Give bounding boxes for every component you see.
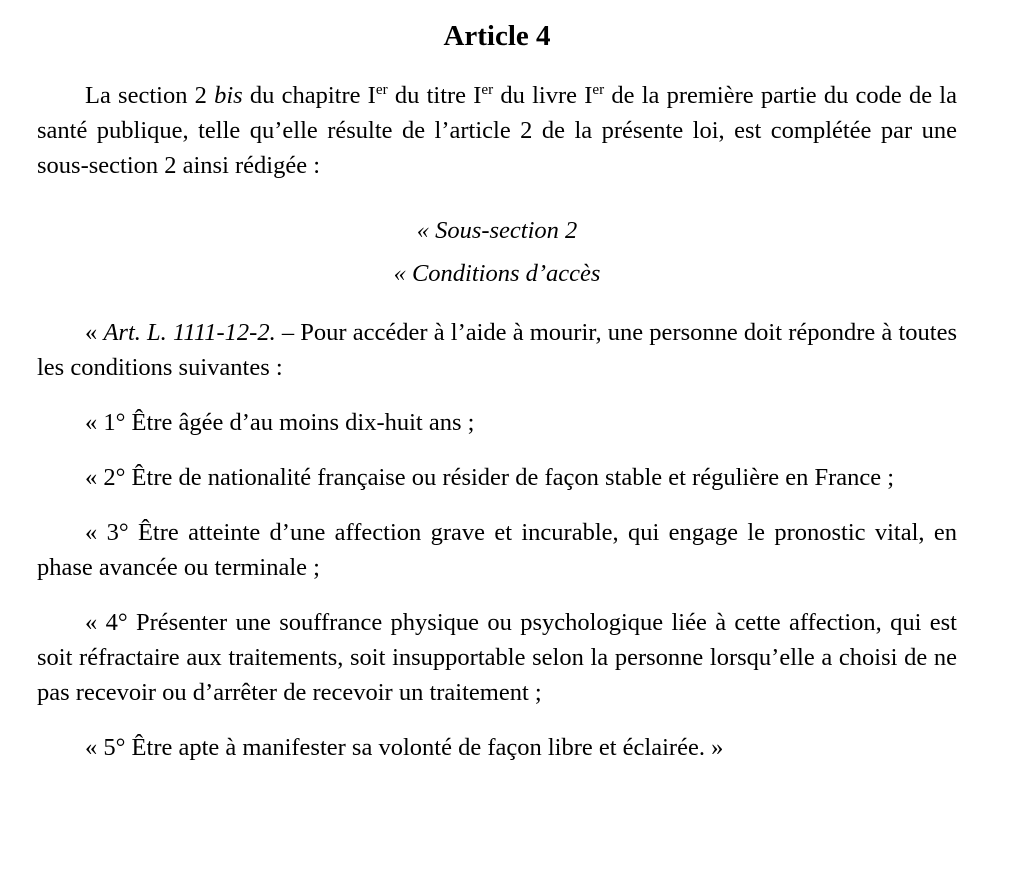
- intro-paragraph: [37, 78, 957, 183]
- article-title: Article 4: [443, 20, 551, 52]
- condition-item-4: « 4° Présenter une souffrance physique ou psychologique liée à cette affection, qui est soit réfractaire aux traitements, soit insupportable selon la personne lorsqu’elle a choisi de ne pas recevoir ou d’arrêter de recevoir un traitement ;: [37, 609, 957, 706]
- conditions-access-heading: « Conditions d’accès: [393, 260, 601, 287]
- ordinal-superscript: er: [592, 80, 605, 98]
- text-segment: La section 2: [85, 82, 215, 109]
- article-l-paragraph: [37, 315, 957, 385]
- ordinal-superscript: er: [375, 80, 388, 98]
- text-segment: du titre I: [387, 82, 482, 109]
- bis-italic: bis: [214, 82, 243, 109]
- subsection-heading: « Sous-section 2: [416, 217, 578, 244]
- condition-item-2: « 2° Être de nationalité française ou résider de façon stable et régulière en France ;: [85, 464, 895, 491]
- text-segment: du chapitre I: [242, 82, 376, 109]
- text-segment: – Pour accéder à l’aide à mourir, une personne doit répondre à toutes les conditions suivantes :: [37, 319, 958, 381]
- article-reference-italic: Art. L. 1111-12-2.: [103, 319, 276, 346]
- condition-item-3: « 3° Être atteinte d’une affection grave et incurable, qui engage le pronostic vital, en phase avancée ou terminale ;: [37, 519, 957, 581]
- condition-item-5: « 5° Être apte à manifester sa volonté de façon libre et éclairée. »: [85, 734, 724, 761]
- opening-quote: «: [85, 319, 104, 346]
- text-segment: de la première partie du code de la santé publique, telle qu’elle résulte de l’article 2 de la présente loi, est complétée par une sous-section 2 ainsi rédigée :: [37, 82, 957, 179]
- ordinal-superscript: er: [481, 80, 494, 98]
- condition-item-1: « 1° Être âgée d’au moins dix-huit ans ;: [85, 409, 475, 436]
- text-segment: du livre I: [493, 82, 593, 109]
